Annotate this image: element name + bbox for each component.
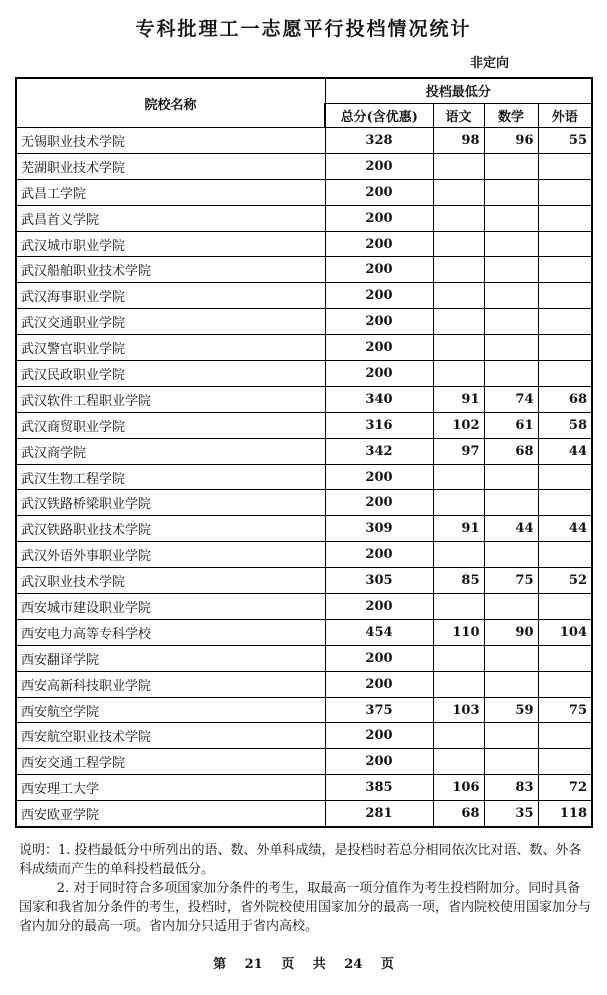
math-score-cell: 75 [484, 568, 538, 594]
school-name-cell: 武汉船舶职业技术学院 [16, 257, 325, 283]
header-foreign-language: 外语 [538, 103, 592, 128]
chinese-score-cell [433, 542, 484, 568]
math-score-cell [484, 464, 538, 490]
table-row [16, 438, 592, 464]
math-score-cell [484, 594, 538, 620]
category-label: 非定向 [470, 56, 510, 71]
chinese-score-cell: 68 [433, 801, 484, 827]
chinese-score-cell [433, 594, 484, 620]
total-score-cell: 200 [325, 335, 433, 361]
foreign-score-cell [538, 490, 592, 516]
math-score-cell [484, 361, 538, 387]
total-score-cell: 309 [325, 516, 433, 542]
table-row [16, 542, 592, 568]
chinese-score-cell [433, 464, 484, 490]
total-score-cell: 200 [325, 153, 433, 179]
chinese-score-cell: 110 [433, 619, 484, 645]
math-score-cell: 35 [484, 801, 538, 827]
math-score-cell [484, 723, 538, 749]
table-row [16, 775, 592, 801]
school-name-cell: 西安电力高等专科学校 [16, 619, 325, 645]
school-name-cell: 西安航空职业技术学院 [16, 723, 325, 749]
total-score-cell: 454 [325, 619, 433, 645]
table-row [16, 283, 592, 309]
foreign-score-cell [538, 594, 592, 620]
foreign-score-cell: 72 [538, 775, 592, 801]
foreign-score-cell [538, 257, 592, 283]
math-score-cell [484, 645, 538, 671]
math-score-cell [484, 153, 538, 179]
chinese-score-cell [433, 283, 484, 309]
admission-score-table [15, 77, 593, 828]
table-row [16, 128, 592, 154]
school-name-cell: 武汉外语外事职业学院 [16, 542, 325, 568]
total-score-cell: 200 [325, 361, 433, 387]
table-row [16, 257, 592, 283]
table-row [16, 645, 592, 671]
school-name-cell: 武汉城市职业学院 [16, 231, 325, 257]
total-score-cell: 200 [325, 464, 433, 490]
chinese-score-cell: 98 [433, 128, 484, 154]
chinese-score-cell: 85 [433, 568, 484, 594]
chinese-score-cell [433, 361, 484, 387]
total-score-cell: 200 [325, 309, 433, 335]
foreign-score-cell: 52 [538, 568, 592, 594]
total-score-cell: 200 [325, 179, 433, 205]
foreign-score-cell: 104 [538, 619, 592, 645]
school-name-cell: 武汉职业技术学院 [16, 568, 325, 594]
foreign-score-cell [538, 361, 592, 387]
total-score-cell: 200 [325, 645, 433, 671]
table-row [16, 723, 592, 749]
header-school-name: 院校名称 [16, 78, 325, 128]
math-score-cell [484, 283, 538, 309]
math-score-cell: 44 [484, 516, 538, 542]
math-score-cell [484, 257, 538, 283]
foreign-score-cell [538, 283, 592, 309]
school-name-cell: 武汉民政职业学院 [16, 361, 325, 387]
math-score-cell: 74 [484, 386, 538, 412]
foreign-score-cell [538, 723, 592, 749]
page-suffix: 页 [380, 957, 394, 972]
foreign-score-cell [538, 335, 592, 361]
total-score-cell: 200 [325, 723, 433, 749]
chinese-score-cell [433, 490, 484, 516]
foreign-score-cell [538, 205, 592, 231]
page-mid: 页 共 [281, 957, 326, 972]
page-footer [0, 953, 607, 972]
school-name-cell: 武汉软件工程职业学院 [16, 386, 325, 412]
foreign-score-cell [538, 153, 592, 179]
total-score-cell: 200 [325, 542, 433, 568]
page-current: 21 [244, 957, 263, 972]
table-row [16, 749, 592, 775]
foreign-score-cell [538, 749, 592, 775]
school-name-cell: 西安欧亚学院 [16, 801, 325, 827]
chinese-score-cell [433, 257, 484, 283]
table-row [16, 153, 592, 179]
table-row [16, 516, 592, 542]
math-score-cell [484, 179, 538, 205]
school-name-cell: 西安翻译学院 [16, 645, 325, 671]
school-name-cell: 武汉警官职业学院 [16, 335, 325, 361]
chinese-score-cell [433, 645, 484, 671]
chinese-score-cell [433, 179, 484, 205]
math-score-cell [484, 309, 538, 335]
math-score-cell: 83 [484, 775, 538, 801]
school-name-cell: 西安高新科技职业学院 [16, 671, 325, 697]
foreign-score-cell [538, 231, 592, 257]
table-row [16, 697, 592, 723]
page-prefix: 第 [213, 957, 227, 972]
foreign-score-cell [538, 309, 592, 335]
school-name-cell: 武昌首义学院 [16, 205, 325, 231]
header-min-score-group: 投档最低分 [325, 78, 592, 103]
chinese-score-cell: 106 [433, 775, 484, 801]
table-row [16, 594, 592, 620]
foreign-score-cell: 58 [538, 412, 592, 438]
math-score-cell [484, 542, 538, 568]
table-row [16, 412, 592, 438]
math-score-cell: 59 [484, 697, 538, 723]
foreign-score-cell: 68 [538, 386, 592, 412]
table-row [16, 464, 592, 490]
school-name-cell: 西安交通工程学院 [16, 749, 325, 775]
math-score-cell [484, 749, 538, 775]
chinese-score-cell: 97 [433, 438, 484, 464]
school-name-cell: 武汉商学院 [16, 438, 325, 464]
total-score-cell: 200 [325, 257, 433, 283]
note-2: 2. 对于同时符合多项国家加分条件的考生，取最高一项分值作为考生投档附加分。同时具备国家和我省加分条件的考生，投档时，省外院校使用国家加分的最高一项，省内院校使用国家加分与省内加分的最高一项。省内加分只适用于省内高校。 [19, 881, 592, 934]
foreign-score-cell: 118 [538, 801, 592, 827]
school-name-cell: 武昌工学院 [16, 179, 325, 205]
table-row [16, 671, 592, 697]
total-score-cell: 200 [325, 671, 433, 697]
table-row [16, 231, 592, 257]
foreign-score-cell [538, 542, 592, 568]
table-row [16, 335, 592, 361]
total-score-cell: 200 [325, 490, 433, 516]
foreign-score-cell [538, 179, 592, 205]
notes-section [19, 841, 591, 936]
school-name-cell: 武汉交通职业学院 [16, 309, 325, 335]
math-score-cell [484, 671, 538, 697]
table-row [16, 309, 592, 335]
chinese-score-cell: 91 [433, 386, 484, 412]
foreign-score-cell: 55 [538, 128, 592, 154]
table-row [16, 386, 592, 412]
math-score-cell [484, 205, 538, 231]
school-name-cell: 西安航空学院 [16, 697, 325, 723]
math-score-cell [484, 490, 538, 516]
header-math: 数学 [484, 103, 538, 128]
math-score-cell: 90 [484, 619, 538, 645]
math-score-cell: 61 [484, 412, 538, 438]
foreign-score-cell: 44 [538, 438, 592, 464]
total-score-cell: 305 [325, 568, 433, 594]
chinese-score-cell [433, 153, 484, 179]
school-name-cell: 武汉海事职业学院 [16, 283, 325, 309]
school-name-cell: 西安城市建设职业学院 [16, 594, 325, 620]
total-score-cell: 200 [325, 594, 433, 620]
chinese-score-cell [433, 309, 484, 335]
chinese-score-cell: 103 [433, 697, 484, 723]
page-total: 24 [344, 957, 363, 972]
total-score-cell: 375 [325, 697, 433, 723]
table-row [16, 801, 592, 827]
table-row [16, 205, 592, 231]
chinese-score-cell [433, 231, 484, 257]
header-chinese: 语文 [433, 103, 484, 128]
math-score-cell [484, 231, 538, 257]
school-name-cell: 武汉铁路职业技术学院 [16, 516, 325, 542]
foreign-score-cell [538, 645, 592, 671]
table-row [16, 490, 592, 516]
total-score-cell: 200 [325, 205, 433, 231]
school-name-cell: 武汉商贸职业学院 [16, 412, 325, 438]
table-row [16, 619, 592, 645]
total-score-cell: 200 [325, 231, 433, 257]
chinese-score-cell [433, 205, 484, 231]
school-name-cell: 武汉生物工程学院 [16, 464, 325, 490]
note-1: 说明：1. 投档最低分中所列出的语、数、外单科成绩，是投档时若总分相同依次比对语、数、外各科成绩而产生的单科投档最低分。 [19, 843, 582, 877]
document-title: 专科批理工一志愿平行投档情况统计 [135, 18, 472, 40]
math-score-cell: 96 [484, 128, 538, 154]
chinese-score-cell [433, 335, 484, 361]
chinese-score-cell [433, 671, 484, 697]
foreign-score-cell [538, 464, 592, 490]
total-score-cell: 385 [325, 775, 433, 801]
total-score-cell: 200 [325, 749, 433, 775]
foreign-score-cell [538, 671, 592, 697]
school-name-cell: 芜湖职业技术学院 [16, 153, 325, 179]
table-row [16, 568, 592, 594]
total-score-cell: 316 [325, 412, 433, 438]
math-score-cell [484, 335, 538, 361]
total-score-cell: 328 [325, 128, 433, 154]
chinese-score-cell: 91 [433, 516, 484, 542]
table-row [16, 361, 592, 387]
total-score-cell: 340 [325, 386, 433, 412]
chinese-score-cell: 102 [433, 412, 484, 438]
school-name-cell: 武汉铁路桥梁职业学院 [16, 490, 325, 516]
total-score-cell: 281 [325, 801, 433, 827]
school-name-cell: 无锡职业技术学院 [16, 128, 325, 154]
total-score-cell: 200 [325, 283, 433, 309]
header-total-score: 总分(含优惠) [325, 103, 433, 128]
chinese-score-cell [433, 749, 484, 775]
foreign-score-cell: 75 [538, 697, 592, 723]
math-score-cell: 68 [484, 438, 538, 464]
table-row [16, 179, 592, 205]
chinese-score-cell [433, 723, 484, 749]
total-score-cell: 342 [325, 438, 433, 464]
foreign-score-cell: 44 [538, 516, 592, 542]
school-name-cell: 西安理工大学 [16, 775, 325, 801]
